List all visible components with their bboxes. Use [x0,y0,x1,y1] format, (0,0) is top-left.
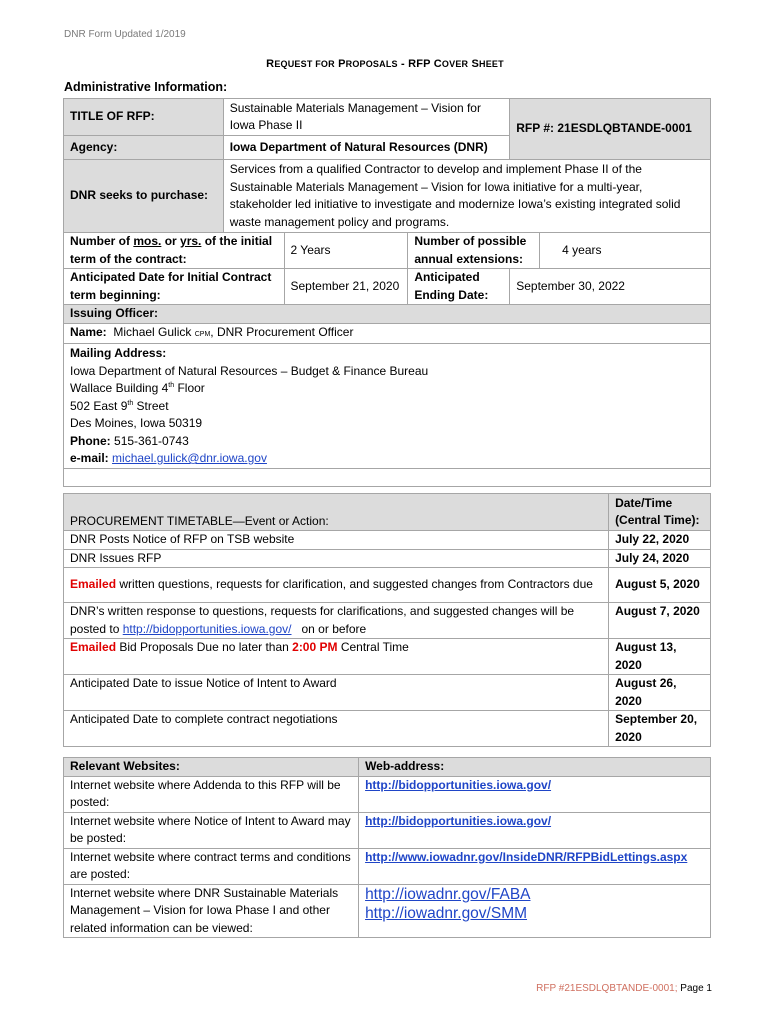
timetable-event: Emailed written questions, requests for clarification, and suggested changes from Contractors due [64,568,609,603]
timetable-event: Anticipated Date to complete contract negotiations [64,711,609,747]
extensions-label: Number of possible annual extensions: [408,233,540,269]
website-label: Internet website where DNR Sustainable Materials Management – Vision for Iowa Phase I and other related information can be viewed: [64,884,359,938]
document-title: REQUEST FOR PROPOSALS - RFP COVER SHEET [266,58,504,70]
website-url [359,812,711,848]
page-footer: RFP #21ESDLQBTANDE-0001; Page 1 [536,983,712,994]
extensions-value: 4 years [540,233,711,269]
term-value: 2 Years [284,233,408,269]
begin-date-value: September 21, 2020 [284,269,408,305]
website-url [359,776,711,812]
faba-link[interactable]: http://iowadnr.gov/FABA [365,885,531,903]
email-link[interactable]: michael.gulick@dnr.iowa.gov [112,451,267,465]
empty-row [64,469,711,487]
timetable-date: July 22, 2020 [609,531,711,550]
timetable-event: Emailed Bid Proposals Due no later than 2:00 PM Central Time [64,639,609,675]
end-date-label: Anticipated Ending Date: [408,269,510,305]
timetable-header-event: PROCUREMENT TIMETABLE—Event or Action: [64,494,609,531]
contract-terms-link[interactable]: http://www.iowadnr.gov/InsideDNR/RFPBidLettings.aspx [365,849,688,864]
officer-name: Name: Michael Gulick CPM, DNR Procurement Officer [64,323,711,344]
websites-header-right: Web-address: [359,758,711,777]
bidopportunities-link[interactable]: http://bidopportunities.iowa.gov/ [122,621,292,636]
timetable-event: DNR Issues RFP [64,549,609,568]
websites-table [63,757,711,938]
smm-link[interactable]: http://iowadnr.gov/SMM [365,905,528,922]
term-label: Number of mos. or yrs. of the initial term of the contract: [64,233,285,269]
seeks-value: Services from a qualified Contractor to develop and implement Phase II of the Sustainable Materials Management – Vision for Iowa initiative for a multi-year, stakeholder led initiative to investigate and modernize Iowa’s existing integrated solid waste management policy and programs. [223,160,710,233]
agency-value: Iowa Department of Natural Resources (DNR) [223,136,510,160]
website-url [359,848,711,884]
website-url [359,884,711,938]
agency-label: Agency: [64,136,224,160]
end-date-value: September 30, 2022 [510,269,711,305]
timetable-date: August 13, 2020 [609,639,711,675]
timetable-date: July 24, 2020 [609,549,711,568]
timetable-header-date: Date/Time (Central Time): [609,494,711,531]
timetable-date: September 20, 2020 [609,711,711,747]
mailing-address: Mailing Address: Iowa Department of Natural Resources – Budget & Finance Bureau Wallace Building 4th Floor 502 East 9th Street Des Moines, Iowa 50319 Phone: 515-361-0743 e-mail: michael.gulick@dnr.iowa.gov [64,344,711,469]
timetable-date: August 7, 2020 [609,603,711,639]
form-updated-header: DNR Form Updated 1/2019 [64,29,186,40]
timetable-table [63,493,711,747]
officer-label: Issuing Officer: [64,305,711,324]
timetable-event: DNR Posts Notice of RFP on TSB website [64,531,609,550]
timetable-event: Anticipated Date to issue Notice of Intent to Award [64,675,609,711]
website-label: Internet website where contract terms and conditions are posted: [64,848,359,884]
timetable-date: August 5, 2020 [609,568,711,603]
addenda-link[interactable]: http://bidopportunities.iowa.gov/ [365,777,552,792]
timetable-event: DNR’s written response to questions, requests for clarifications, and suggested changes will be posted to http://bidopportunities.iowa.gov/ on or before [64,603,609,639]
notice-link[interactable]: http://bidopportunities.iowa.gov/ [365,813,552,828]
title-label: TITLE OF RFP: [64,99,224,136]
rfp-number: RFP #: 21ESDLQBTANDE-0001 [510,99,711,160]
begin-date-label: Anticipated Date for Initial Contract term beginning: [64,269,285,305]
title-value: Sustainable Materials Management – Vision for Iowa Phase II [223,99,510,136]
websites-header-left: Relevant Websites: [64,758,359,777]
seeks-label: DNR seeks to purchase: [64,160,224,233]
website-label: Internet website where Notice of Intent to Award may be posted: [64,812,359,848]
website-label: Internet website where Addenda to this RFP will be posted: [64,776,359,812]
admin-heading: Administrative Information: [64,80,228,94]
timetable-date: August 26, 2020 [609,675,711,711]
admin-table [63,98,711,487]
